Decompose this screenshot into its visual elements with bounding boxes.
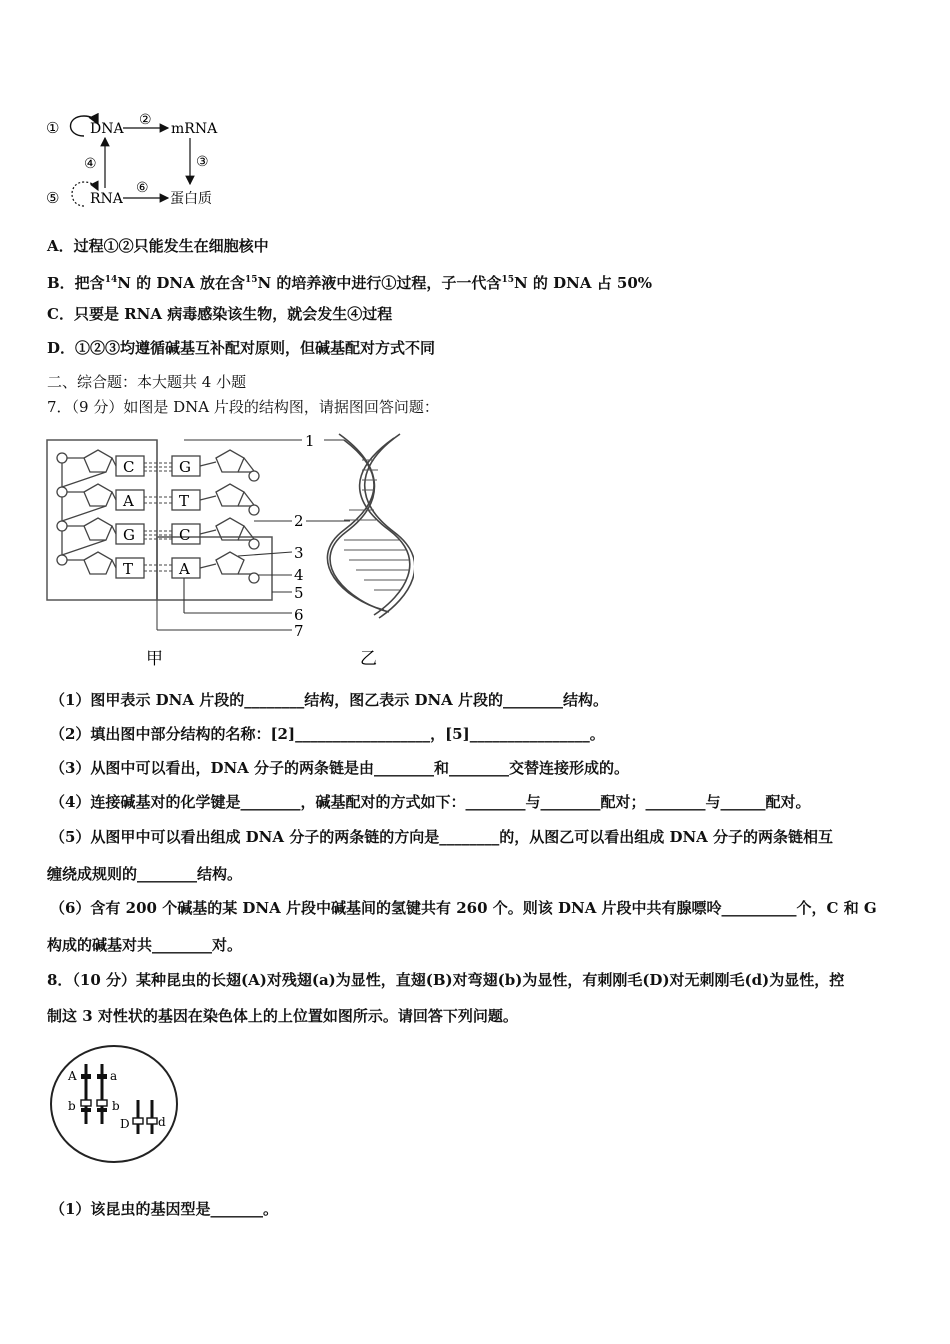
label-n1: ① <box>46 119 60 137</box>
dna-left-strand <box>57 450 116 574</box>
label-protein: 蛋白质 <box>170 191 212 207</box>
base-right-2: T <box>179 492 190 510</box>
option-d: D．①②③均遵循碱基互补配对原则，但碱基配对方式不同 <box>47 339 436 357</box>
q7-sub4: （4）连接碱基对的化学键是________，碱基配对的方式如下：________与________配对；________与______配对。 <box>50 793 811 811</box>
label-dna: DNA <box>90 121 124 137</box>
q7-sub3: （3）从图中可以看出，DNA 分子的两条链是由________和________交替连接形成的。 <box>50 759 630 777</box>
gene-b2: b <box>112 1099 120 1113</box>
chromosome-figure <box>46 1042 186 1167</box>
label-6: 6 <box>294 606 304 624</box>
label-mrna: mRNA <box>171 121 218 137</box>
q7-sub6-line2: 构成的碱基对共________对。 <box>47 936 243 954</box>
label-n3: ③ <box>196 154 209 170</box>
base-left-4: T <box>123 560 134 578</box>
gene-A: A <box>68 1069 77 1083</box>
label-2: 2 <box>294 512 304 530</box>
base-right-1: G <box>179 458 191 476</box>
label-yi: 乙 <box>360 649 377 669</box>
dna-right-strand <box>200 450 259 583</box>
gene-D: D <box>120 1117 130 1131</box>
label-1: 1 <box>305 432 315 450</box>
section-title: 二、综合题：本大题共 4 小题 <box>47 373 247 391</box>
label-n2: ② <box>139 112 152 128</box>
base-right-3: C <box>179 526 191 544</box>
q8-stem-line2: 制这 3 对性状的基因在染色体上的上位置如图所示。请回答下列问题。 <box>47 1007 518 1025</box>
gene-d: d <box>158 1115 166 1129</box>
q7-sub5-line2: 缠绕成规则的________结构。 <box>47 865 243 883</box>
base-left-3: G <box>123 526 135 544</box>
q7-stem: 7．（9 分）如图是 DNA 片段的结构图，请据图回答问题： <box>47 398 439 416</box>
label-rna: RNA <box>90 191 123 207</box>
label-n4: ④ <box>84 156 97 172</box>
q7-sub1: （1）图甲表示 DNA 片段的________结构，图乙表示 DNA 片段的________结构。 <box>50 691 609 709</box>
q7-sub6-line1: （6）含有 200 个碱基的某 DNA 片段中碱基间的氢键共有 260 个。则该 DNA 片段中共有腺嘌呤__________个，C 和 G <box>50 899 877 917</box>
q8-stem-line1: 8．（10 分）某种昆虫的长翅(A)对残翅(a)为显性，直翅(B)对弯翅(b)为显性，有刺刚毛(D)对无刺刚毛(d)为显性，控 <box>47 971 845 989</box>
base-left-2: A <box>123 492 134 510</box>
option-a: A．过程①②只能发生在细胞核中 <box>47 237 269 255</box>
option-b: B．把含$^{14}$N 的 DNA 放在含$^{15}$N 的培养液中进行①过程，子一代含$^{15}$N 的 DNA 占 50% <box>47 274 653 292</box>
gene-a: a <box>110 1069 118 1083</box>
dna-structure-figure <box>44 430 414 670</box>
base-left-1: C <box>123 458 135 476</box>
base-right-4: A <box>179 560 190 578</box>
label-n5: ⑤ <box>46 189 60 207</box>
hydrogen-bonds <box>144 463 172 571</box>
gene-b1: b <box>68 1099 76 1113</box>
label-n6: ⑥ <box>136 180 149 196</box>
label-5: 5 <box>294 584 304 602</box>
label-4: 4 <box>294 566 304 584</box>
q8-sub1: （1）该昆虫的基因型是_______。 <box>50 1200 278 1218</box>
label-3: 3 <box>294 544 304 562</box>
label-jia: 甲 <box>146 649 163 669</box>
q7-sub2: （2）填出图中部分结构的名称：[2]__________________，[5]________________。 <box>50 725 605 743</box>
double-helix <box>327 434 414 618</box>
q7-sub5-line1: （5）从图甲中可以看出组成 DNA 分子的两条链的方向是________的，从图乙可以看出组成 DNA 分子的两条链相互 <box>50 828 834 846</box>
label-7: 7 <box>294 622 304 640</box>
option-c: C．只要是 RNA 病毒感染该生物，就会发生④过程 <box>47 305 393 323</box>
central-dogma-diagram <box>40 108 240 218</box>
